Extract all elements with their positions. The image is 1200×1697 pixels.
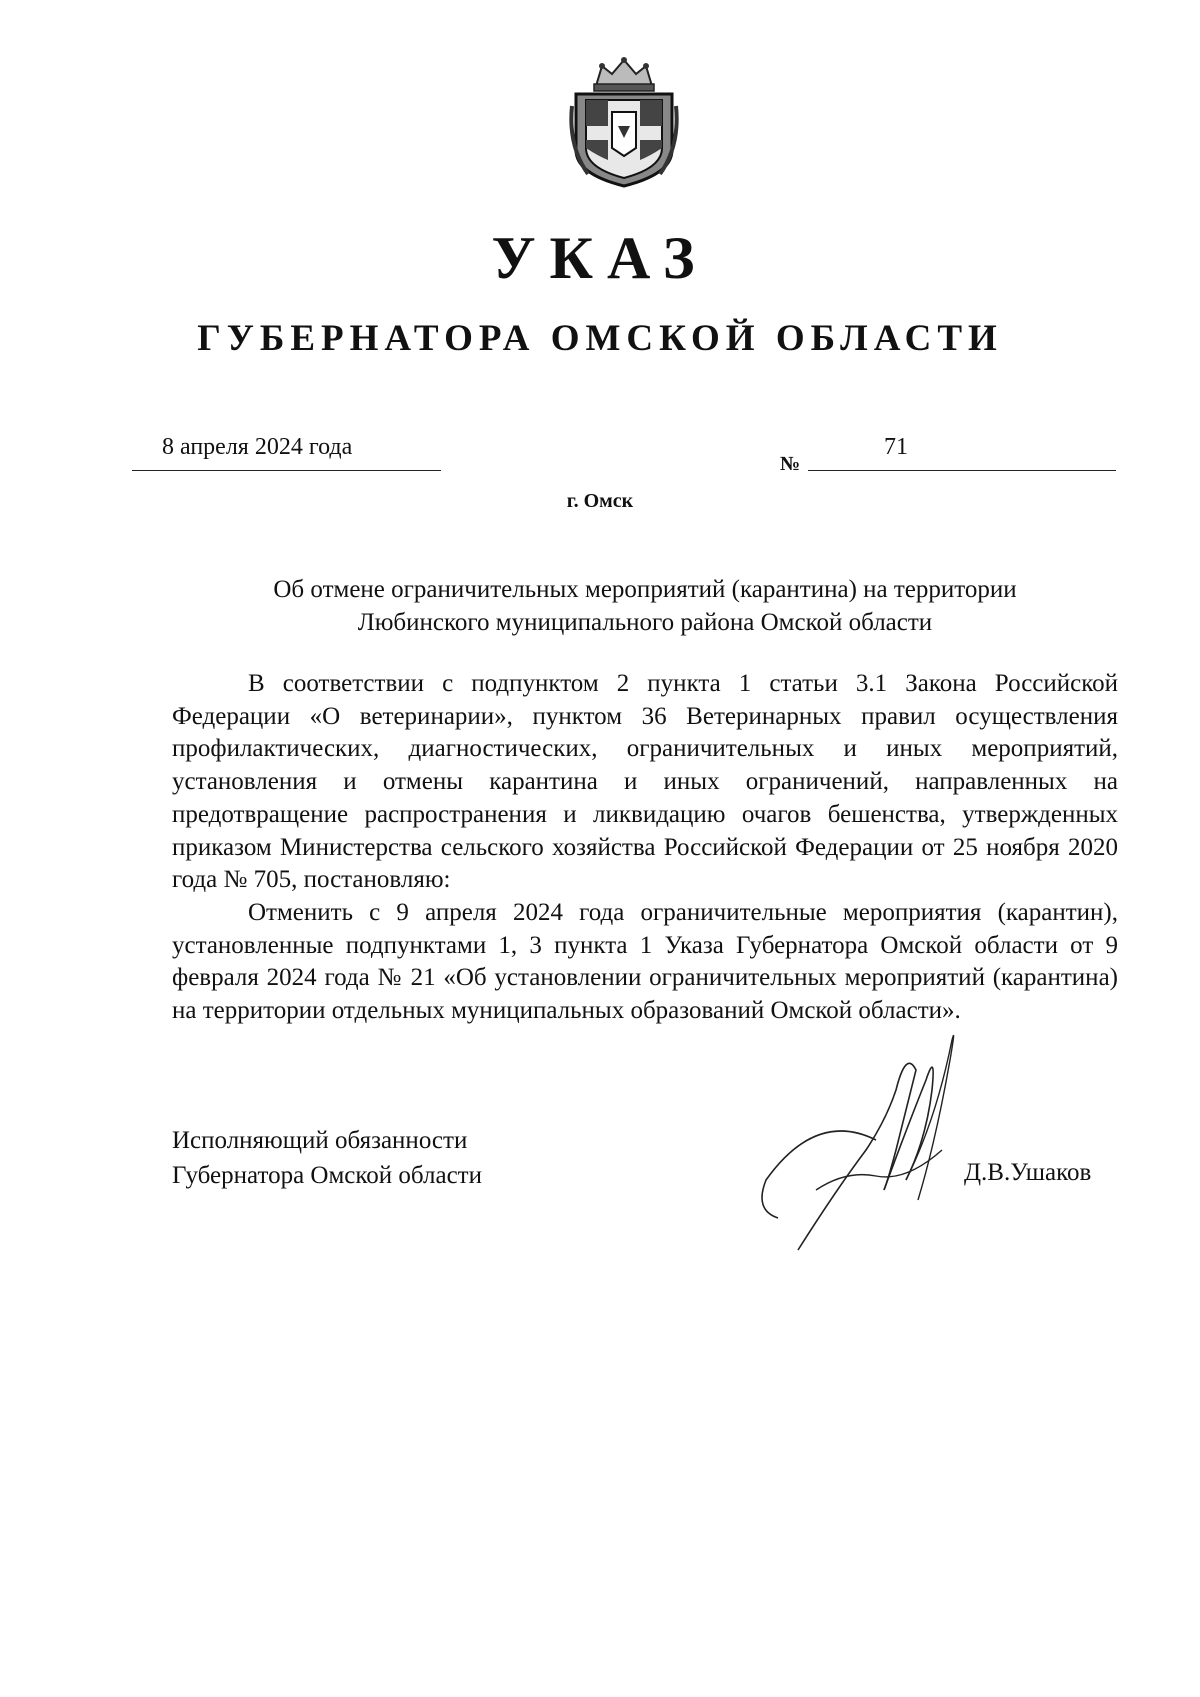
decree-date: 8 апреля 2024 года [162, 434, 353, 460]
decree-title: УКАЗ [491, 225, 709, 291]
issuer-title: ГУБЕРНАТОРА ОМСКОЙ ОБЛАСТИ [197, 318, 1003, 359]
coat-of-arms-emblem [568, 56, 680, 188]
city: г. Омск [566, 490, 634, 512]
body-paragraph-1: В соответствии с подпунктом 2 пункта 1 статьи 3.1 Закона Российской Федерации «О ветеринарии», пунктом 36 Ветеринарных правил осуществления профилактических, диагностических, ограничительных и иных мероприятий, установления и отмены карантина и иных ограничений, направленных на предотвращение распространения и ликвидацию очагов бешенства, утвержденных приказом Министерства сельского хозяйства Российской Федерации от 25 ноября 2020 года № 705, постановляю: [172, 670, 1118, 894]
signatory-position [172, 1123, 482, 1193]
number-sign: № [780, 453, 801, 475]
signatory-name: Д.В.Ушаков [964, 1159, 1092, 1186]
handwritten-signature [756, 1030, 996, 1290]
body-paragraph-2: Отменить с 9 апреля 2024 года ограничительные мероприятия (карантин), установленные подпунктами 1, 3 пункта 1 Указа Губернатора Омской области от 9 февраля 2024 года № 21 «Об установлении ограничительных мероприятий (карантина) на территории отдельных муниципальных образований Омской области». [172, 898, 1118, 1025]
subject-line-1: Об отмене ограничительных мероприятий (карантина) на территории [273, 576, 1017, 603]
subject-line-2: Любинского муниципального района Омской области [357, 609, 933, 636]
position-line-2: Губернатора Омской области [172, 1162, 482, 1189]
decree-number: 71 [884, 434, 908, 460]
date-field [132, 434, 441, 471]
decree-subject [172, 573, 1118, 639]
decree-body [172, 668, 1118, 1028]
number-field [808, 434, 1116, 471]
position-line-1: Исполняющий обязанности [172, 1127, 468, 1154]
